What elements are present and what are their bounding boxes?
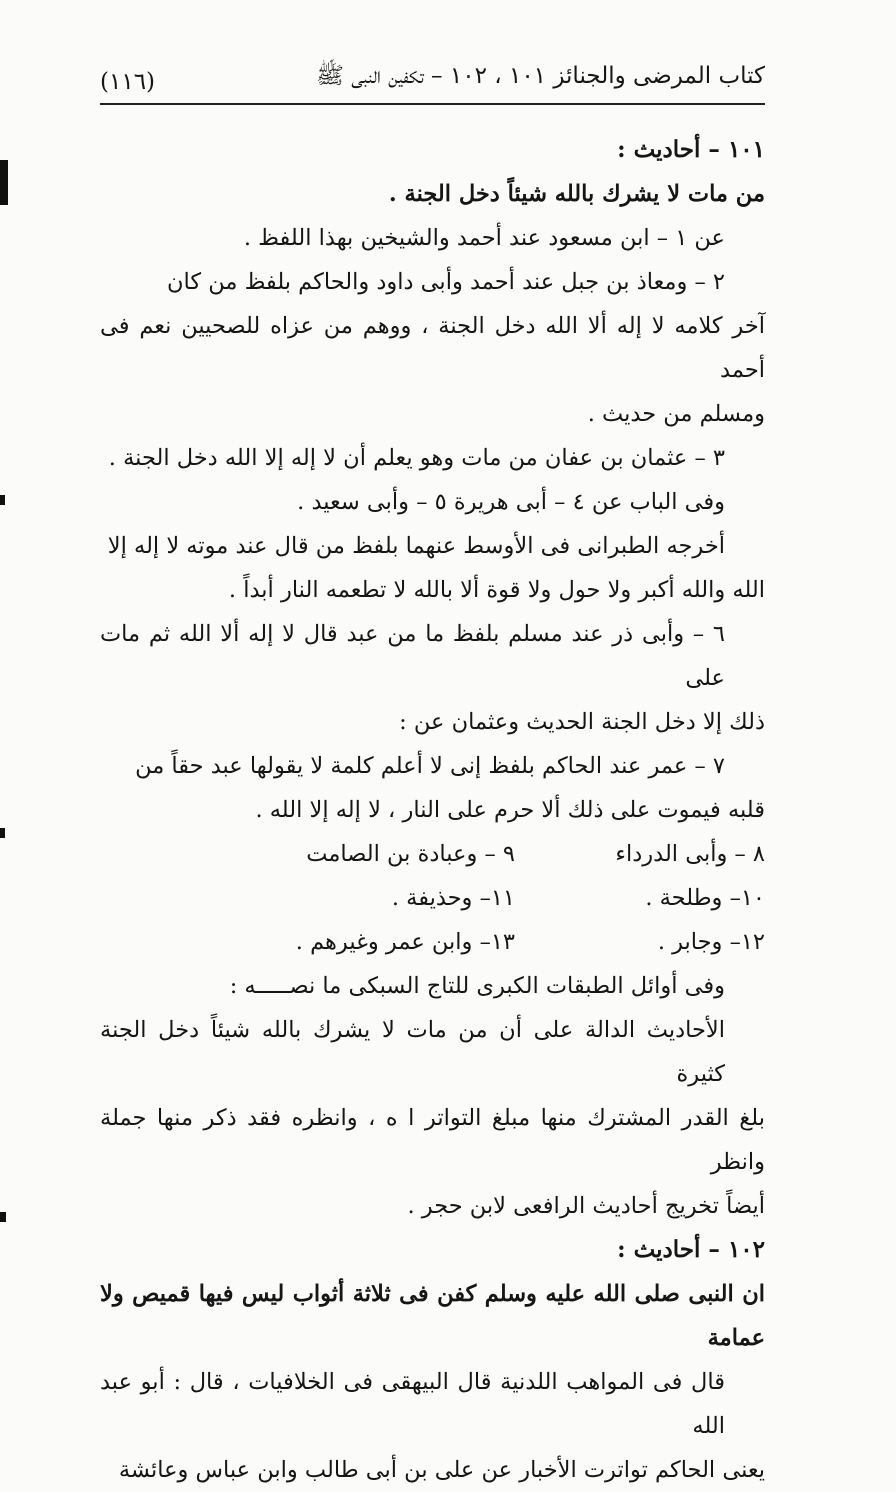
- book-page: [100, 0, 765, 1483]
- text-line: الأحاديث الدالة على أن من مات لا يشرك بالله شيئاً دخل الجنة كثيرة: [100, 1017, 725, 1087]
- narrator-row: [100, 832, 765, 876]
- scan-edge-mark: [0, 1212, 6, 1222]
- text-line: ومسلم من حديث .: [587, 401, 765, 427]
- header-rule: [100, 103, 765, 105]
- text-line: عن ١ – ابن مسعود عند أحمد والشيخين بهذا اللفظ .: [243, 225, 725, 251]
- text-line: ٦ – وأبى ذر عند مسلم بلفظ ما من عبد قال لا إله ألا الله ثم مات على: [100, 621, 725, 691]
- section-101-subheading: من مات لا يشرك بالله شيئاً دخل الجنة .: [388, 181, 765, 207]
- text-line: بلغ القدر المشترك منها مبلغ التواتر ا ه ، وانظره فقد ذكر منها جملة وانظر: [100, 1105, 765, 1175]
- text-line: يعنى الحاكم تواترت الأخبار عن على بن أبى طالب وابن عباس وعائشة: [118, 1457, 765, 1483]
- header-title: كتاب المرضى والجنائز ١٠١ ، ١٠٢ – تكفين النبى ﷺ: [316, 63, 765, 89]
- narrator-item: ١٣– وابن عمر وغيرهم .: [295, 929, 515, 955]
- narrator-item: ١١– وحذيفة .: [391, 885, 515, 911]
- section-101-heading: ١٠١ – أحاديث :: [617, 136, 765, 163]
- narrator-item: ١٢– وجابر .: [657, 929, 765, 955]
- narrator-item: ٨ – وأبى الدرداء: [615, 841, 765, 867]
- text-line: قلبه فيموت على ذلك ألا حرم على النار ، لا إله إلا الله .: [255, 797, 765, 823]
- text-line: الله والله أكبر ولا حول ولا قوة ألا بالله لا تطعمه النار أبداً .: [228, 577, 765, 603]
- scan-edge-mark: [0, 160, 8, 205]
- narrator-row: [100, 920, 765, 964]
- text-line: وفى أوائل الطبقات الكبرى للتاج السبكى ما نصـــــه :: [229, 973, 725, 999]
- text-line: قال فى المواهب اللدنية قال البيهقى فى الخلافيات ، قال : أبو عبد الله: [100, 1369, 725, 1439]
- section-102-subheading: ان النبى صلى الله عليه وسلم كفن فى ثلاثة أثواب ليس فيها قميص ولا عمامة: [100, 1281, 765, 1351]
- text-line: وفى الباب عن ٤ – أبى هريرة ٥ – وأبى سعيد .: [297, 489, 725, 515]
- text-line: ٧ – عمر عند الحاكم بلفظ إنى لا أعلم كلمة لا يقولها عبد حقاً من: [135, 753, 725, 779]
- text-line: ٢ – ومعاذ بن جبل عند أحمد وأبى داود والحاكم بلفظ من كان: [167, 269, 725, 295]
- section-102-heading: ١٠٢ – أحاديث :: [617, 1236, 765, 1263]
- narrator-row: [100, 876, 765, 920]
- running-header: [100, 55, 765, 95]
- page-number: (١١٦): [100, 69, 156, 95]
- text-line: أيضاً تخريج أحاديث الرافعى لابن حجر .: [407, 1193, 765, 1219]
- scan-edge-mark: [0, 828, 5, 838]
- narrator-item: ١٠– وطلحة .: [645, 885, 765, 911]
- text-line: ٣ – عثمان بن عفان من مات وهو يعلم أن لا إله إلا الله دخل الجنة .: [108, 445, 725, 471]
- text-line: أخرجه الطبرانى فى الأوسط عنهما بلفظ من قال عند موته لا إله إلا: [107, 533, 725, 559]
- narrator-item: ٩ – وعبادة بن الصامت: [306, 841, 515, 867]
- text-line: ذلك إلا دخل الجنة الحديث وعثمان عن :: [399, 709, 765, 735]
- text-line: آخر كلامه لا إله ألا الله دخل الجنة ، ووهم من عزاه للصحيين نعم فى أحمد: [100, 313, 765, 383]
- scan-edge-mark: [0, 495, 5, 505]
- page-body: [100, 128, 765, 1492]
